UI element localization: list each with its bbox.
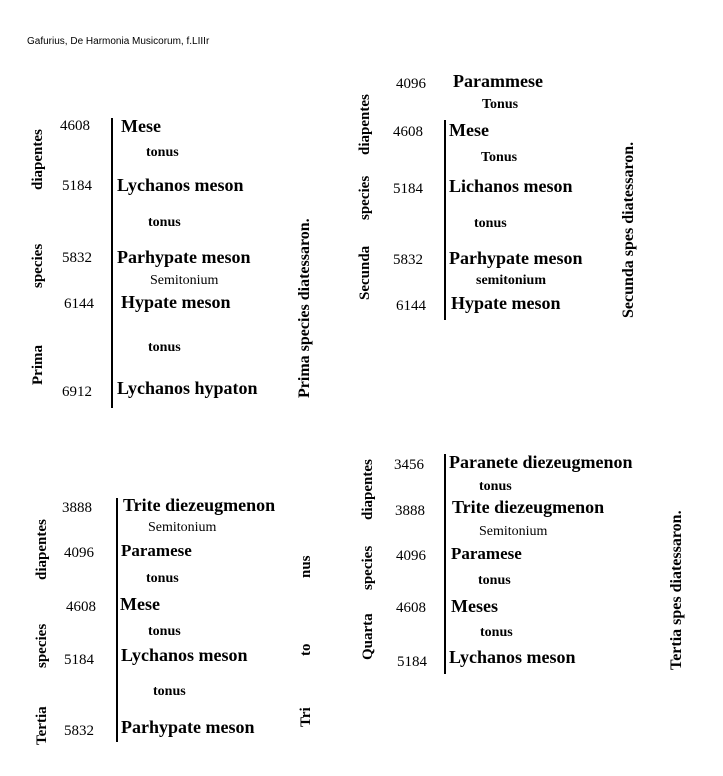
note-name: Trite diezeugmenon — [452, 497, 605, 517]
interval-label: Semitonium — [148, 520, 217, 535]
right-label: Prima species diatessaron. — [296, 218, 313, 398]
scale-line — [444, 120, 446, 320]
note-name: Trite diezeugmenon — [123, 495, 276, 515]
note-name: Lychanos hypaton — [117, 378, 258, 398]
interval-label: tonus — [146, 571, 179, 586]
note-name: Parammese — [453, 71, 543, 91]
note-number: 4608 — [396, 600, 426, 616]
note-name: Hypate meson — [451, 293, 561, 313]
note-number: 3888 — [62, 500, 92, 516]
side-word-tertia: Tertia — [34, 706, 50, 745]
interval-label: tonus — [148, 340, 181, 355]
right-word-tri: Tri — [298, 707, 314, 727]
note-number: 5184 — [397, 654, 427, 670]
interval-label: semitonium — [476, 273, 546, 288]
note-number: 3888 — [395, 503, 425, 519]
side-word-quarta: Quarta — [360, 613, 376, 660]
side-word-species: species — [30, 243, 46, 288]
note-number: 4096 — [396, 548, 426, 564]
interval-label: tonus — [474, 216, 507, 231]
side-word-secunda: Secunda — [357, 245, 373, 300]
note-number: 4608 — [66, 599, 96, 615]
interval-label: tonus — [148, 624, 181, 639]
side-word-diapentes: diapentes — [30, 129, 46, 190]
note-name: Mese — [449, 120, 489, 140]
note-name: Parhypate meson — [121, 717, 255, 737]
note-number: 5832 — [64, 723, 94, 739]
right-label: Tertia spes diatessaron. — [668, 510, 685, 670]
side-word-diapentes: diapentes — [357, 94, 373, 155]
note-number: 5832 — [62, 250, 92, 266]
note-name: Paramese — [121, 541, 192, 560]
note-number: 6144 — [396, 298, 426, 314]
interval-label: tonus — [480, 625, 513, 640]
interval-label: tonus — [153, 684, 186, 699]
note-name: Paramese — [451, 544, 522, 563]
interval-label: Semitonium — [479, 524, 548, 539]
note-number: 3456 — [394, 457, 424, 473]
right-label: Secunda spes diatessaron. — [620, 141, 637, 318]
note-name: Parhypate meson — [449, 248, 583, 268]
side-word-species: species — [34, 623, 50, 668]
note-number: 6144 — [64, 296, 94, 312]
note-number: 5184 — [64, 652, 94, 668]
scale-line — [116, 498, 118, 742]
note-number: 4608 — [393, 124, 423, 140]
side-word-prima: Prima — [30, 345, 46, 385]
scale-line — [444, 454, 446, 674]
note-name: Lychanos meson — [117, 175, 244, 195]
note-name: Parhypate meson — [117, 247, 251, 267]
note-name: Lychanos meson — [449, 647, 576, 667]
note-number: 4608 — [60, 118, 90, 134]
note-number: 4096 — [64, 545, 94, 561]
right-word-nus: nus — [298, 555, 314, 578]
interval-label: Tonus — [481, 150, 518, 165]
note-name: Lichanos meson — [449, 176, 573, 196]
note-name: Paranete diezeugmenon — [449, 452, 633, 472]
note-name: Meses — [451, 596, 498, 616]
interval-label: tonus — [479, 479, 512, 494]
side-word-diapentes: diapentes — [34, 519, 50, 580]
interval-label: tonus — [478, 573, 511, 588]
note-number: 5184 — [393, 181, 423, 197]
interval-label: tonus — [148, 215, 181, 230]
side-word-species: species — [360, 545, 376, 590]
interval-label: tonus — [146, 145, 179, 160]
scale-line — [111, 118, 113, 408]
note-number: 5832 — [393, 252, 423, 268]
interval-label: Tonus — [482, 97, 519, 112]
note-number: 5184 — [62, 178, 92, 194]
note-name: Mese — [120, 594, 160, 614]
page-caption: Gafurius, De Harmonia Musicorum, f.LIIIr — [27, 36, 210, 47]
note-number: 4096 — [396, 76, 426, 92]
side-word-diapentes: diapentes — [360, 459, 376, 520]
note-name: Hypate meson — [121, 292, 231, 312]
side-word-species: species — [357, 175, 373, 220]
note-name: Mese — [121, 116, 161, 136]
interval-label: Semitonium — [150, 273, 219, 288]
right-word-to: to — [298, 643, 314, 656]
note-number: 6912 — [62, 384, 92, 400]
note-name: Lychanos meson — [121, 645, 248, 665]
